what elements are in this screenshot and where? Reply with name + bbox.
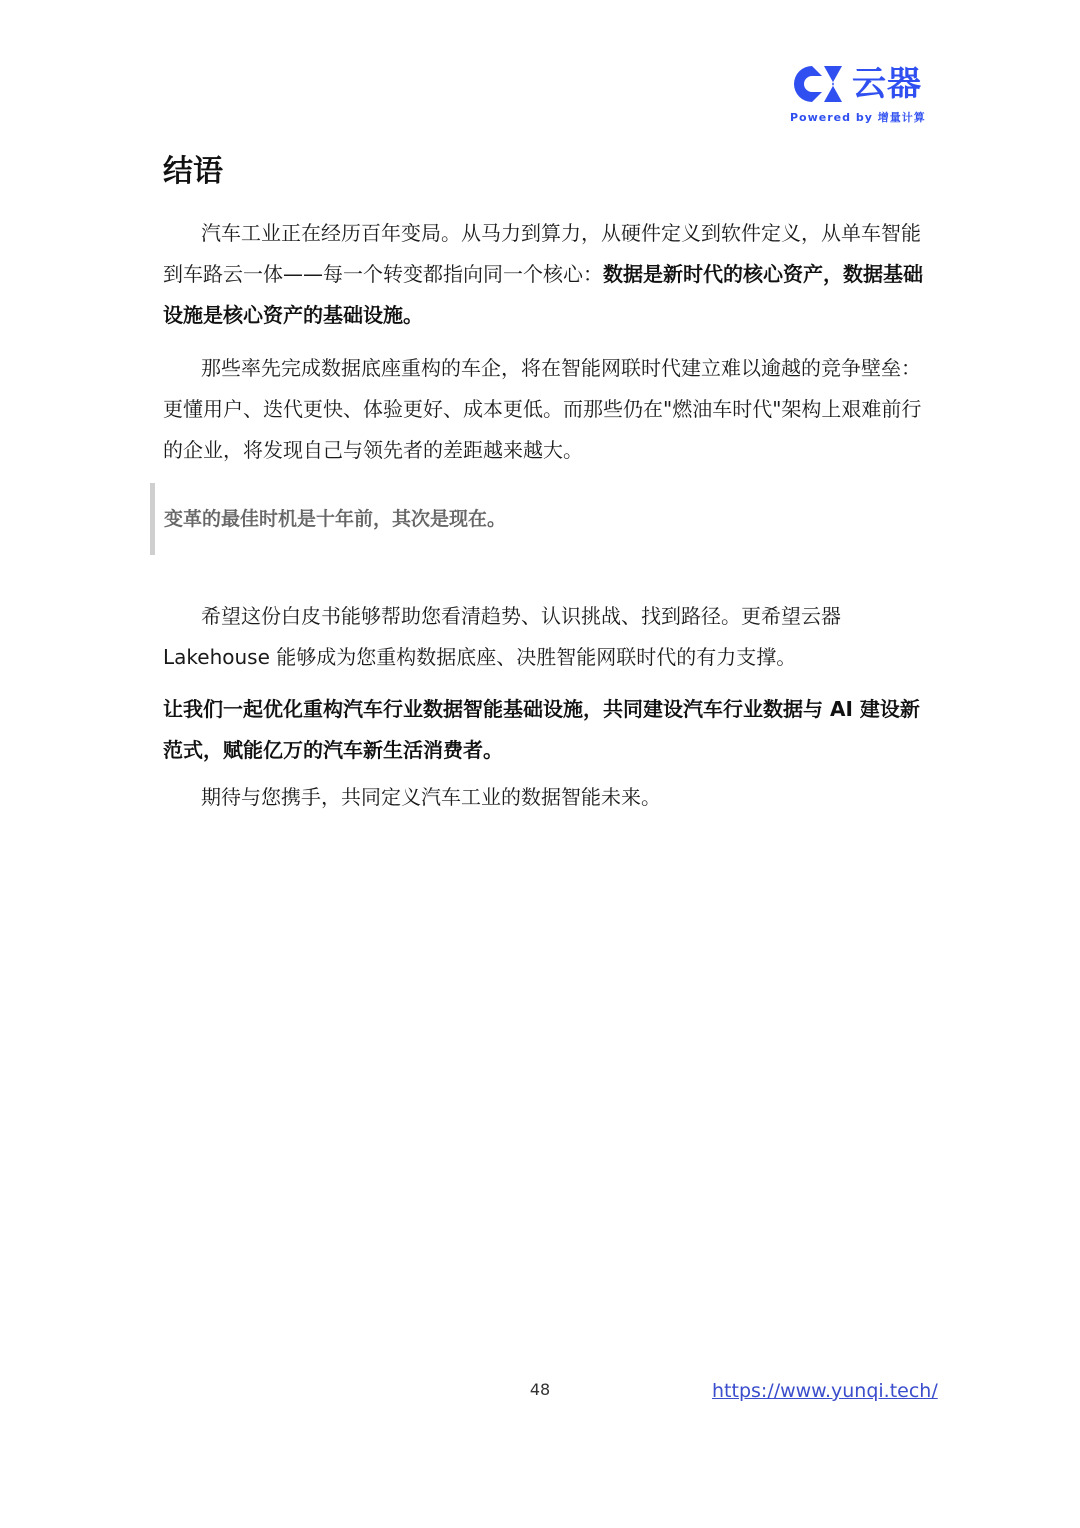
logo-mark-icon [788,62,850,106]
blockquote-text: 变革的最佳时机是十年前，其次是现在。 [164,508,507,530]
paragraph-call-to-action: 让我们一起优化重构汽车行业数据智能基础设施，共同建设汽车行业数据与 AI 建设新范式，赋能亿万的汽车新生活消费者。 [163,697,920,762]
blockquote [150,483,920,555]
paragraph-whitepaper: 希望这份白皮书能够帮助您看清趋势、认识挑战、找到路径。更希望云器 Lakehouse 能够成为您重构数据底座、决胜智能网联时代的有力支撑。 [163,604,841,669]
paragraph-intro-text: 汽车工业正在经历百年变局。从马力到算力，从硬件定义到软件定义，从单车智能到车路云一体——每一个转变都指向同一个核心： [163,221,921,286]
paragraph-intro-bold: 数据是新时代的核心资产，数据基础设施是核心资产的基础设施。 [163,262,923,327]
paragraph-closing: 期待与您携手，共同定义汽车工业的数据智能未来。 [201,785,661,809]
brand-logo [788,62,924,128]
logo-powered-by: Powered by 增量计算 [790,111,926,124]
logo-name: 云器 [852,64,922,104]
page-number: 48 [529,1380,551,1399]
paragraph-barriers: 那些率先完成数据底座重构的车企，将在智能网联时代建立难以逾越的竞争壁垒：更懂用户、迭代更快、体验更好、成本更低。而那些仍在"燃油车时代"架构上艰难前行的企业，将发现自己与领先者的差距越来越大。 [163,356,922,462]
paragraph-intro [163,213,923,336]
footer-website-link[interactable]: https://www.yunqi.tech/ [712,1380,938,1402]
section-title: 结语 [163,154,223,189]
